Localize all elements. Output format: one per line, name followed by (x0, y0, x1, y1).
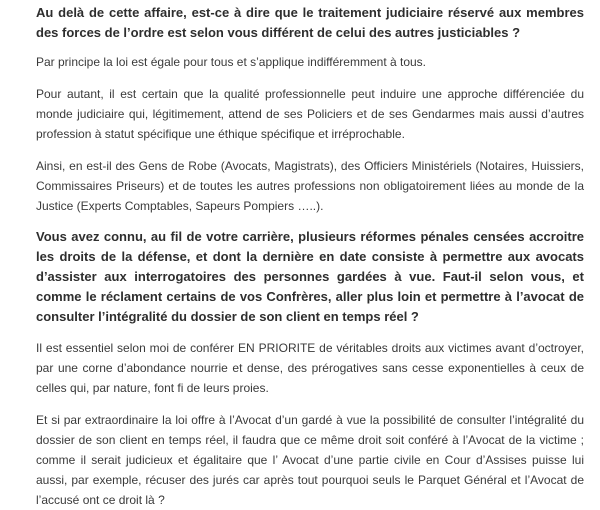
answer-paragraph-professional-quality: Pour autant, il est certain que la qualité professionnelle peut induire une approche différenciée du monde judiciaire qui, légitimement, attend de ses Policiers et de ses Gendarmes mais aussi d’autres profession à statut spécifique une éthique spécifique et irréprochable. (36, 87, 584, 141)
answer-paragraph-victim-lawyer: Et si par extraordinaire la loi offre à l’Avocat d’un gardé à vue la possibilité de consulter l’intégralité du dossier de son client en temps réel, il faudra que ce même droit soit conféré à l’Avocat de la victime ; comme il serait judicieux et égalitaire que l’ Avocat d’une partie civile en Cour d’Assises puisse lui aussi, par exemple, récuser des jurés car après tout pourquoi seuls le Parquet Général et l’Avocat de l’accusé ont ce droit là ? (36, 413, 584, 507)
interview-question-1: Au delà de cette affaire, est-ce à dire que le traitement judiciaire réservé aux membres des forces de l’ordre est selon vous différent de celui des autres justiciables ? (36, 5, 584, 40)
answer-paragraph-victim-rights: Il est essentiel selon moi de conférer EN PRIORITE de véritables droits aux victimes avant d’octroyer, par une corne d’abondance nourrie et dense, des prérogatives sans cesse exponentielles à ceux de celles qui, par nature, font fi de leurs proies. (36, 341, 584, 395)
interview-question-2: Vous avez connu, au fil de votre carrière, plusieurs réformes pénales censées accroitre les droits de la défense, et dont la dernière en date consiste à permettre aux avocats d’assister aux interrogatoires des personnes gardées à vue. Faut-il selon vous, et comme le réclament certains de vos Confrères, aller plus loin et permettre à l’avocat de consulter l’intégralité du dossier de son client en temps réel ? (36, 229, 584, 324)
answer-paragraph-principle: Par principe la loi est égale pour tous et s’applique indifféremment à tous. (36, 55, 427, 69)
interview-article (36, 0, 584, 510)
answer-paragraph-other-professions: Ainsi, en est-il des Gens de Robe (Avocats, Magistrats), des Officiers Ministériels (Notaires, Huissiers, Commissaires Priseurs) et de toutes les autres professions non obligatoirement liées au monde de la Justice (Experts Comptables, Sapeurs Pompiers …..). (36, 159, 584, 213)
